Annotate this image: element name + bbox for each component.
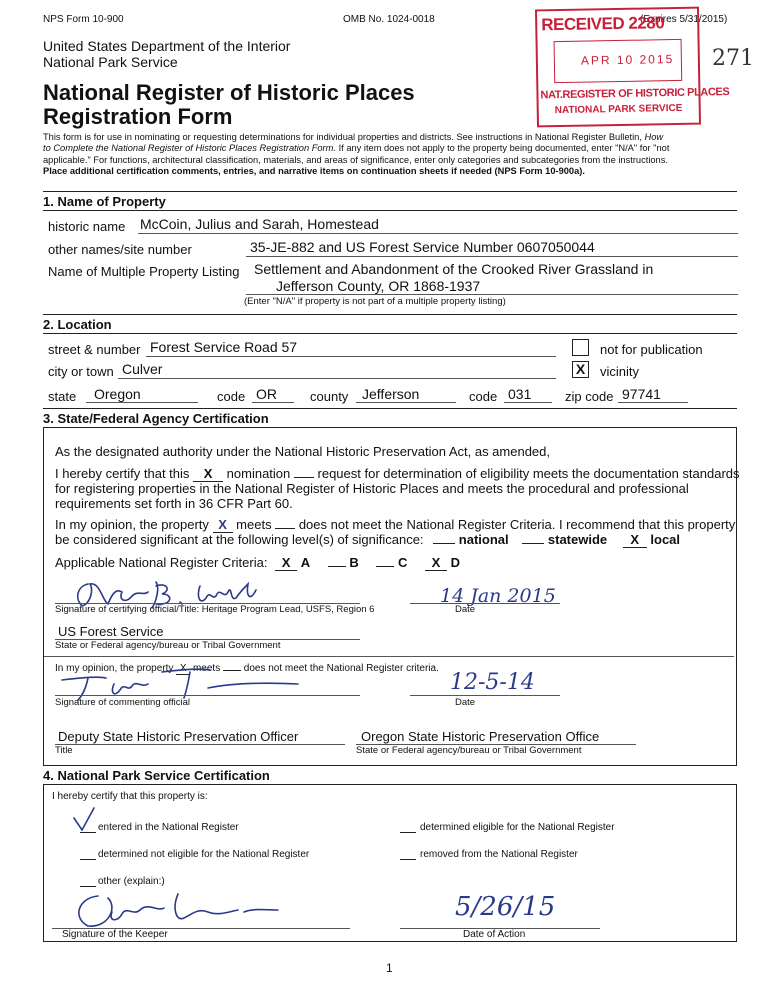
form-title: National Register of Historic Places xyxy=(43,80,415,105)
keeper-signature xyxy=(68,888,298,932)
certify-line4: requirements set forth in 36 CFR Part 60. xyxy=(55,496,293,511)
section3-top-rule xyxy=(43,408,737,409)
commenting-date-label: Date xyxy=(455,697,476,708)
criteria-a-label: A xyxy=(300,555,311,570)
determined-eligible-mark[interactable] xyxy=(400,832,416,833)
local-mark[interactable]: X xyxy=(623,532,647,548)
intro-line4: Place additional certification comments, entries, and narrative items on continuation sheets if needed (NPS Form 10-900a). xyxy=(43,165,585,176)
criteria-a-mark[interactable]: X xyxy=(275,555,297,571)
criteria-b-label: B xyxy=(349,555,359,570)
nomination-label: nomination xyxy=(226,466,291,481)
state-code-value[interactable]: OR xyxy=(256,386,277,402)
national-mark[interactable] xyxy=(433,543,455,544)
criteria-d-mark[interactable]: X xyxy=(425,555,447,571)
form-subtitle: Registration Form xyxy=(43,104,233,129)
certify-text xyxy=(55,466,740,482)
certify-line3: for registering properties in the National Register of Historic Places and meets the procedural and professional xyxy=(55,481,689,496)
commenting-date-line xyxy=(410,695,560,696)
stamp-date: APR 10 2015 xyxy=(580,52,675,68)
keeper-caption: Signature of the Keeper xyxy=(62,929,168,940)
section1-rule xyxy=(43,210,737,211)
intro-text xyxy=(43,132,738,177)
state-line xyxy=(86,402,198,403)
section1-top-rule xyxy=(43,191,737,192)
county-code-value[interactable]: 031 xyxy=(508,386,532,402)
commenting-suffix: does not meet the National Register criteria. xyxy=(243,663,439,674)
city-label: city or town xyxy=(48,364,114,379)
mpl-line xyxy=(246,294,738,295)
significance-prefix: be considered significant at the following level(s) of significance: xyxy=(55,532,424,547)
action-date: 5/26/15 xyxy=(455,892,556,922)
request-mark[interactable] xyxy=(294,477,314,478)
historic-name-value[interactable]: McCoin, Julius and Sarah, Homestead xyxy=(140,216,379,232)
state-label: state xyxy=(48,389,77,404)
entered-label: entered in the National Register xyxy=(98,822,239,833)
criteria-label: Applicable National Register Criteria: xyxy=(55,555,268,570)
agency-caption: State or Federal agency/bureau or Tribal Government xyxy=(55,640,281,651)
other-names-line xyxy=(246,256,738,257)
section2-heading: 2. Location xyxy=(43,317,112,332)
stamp-line2: NATIONAL PARK SERVICE xyxy=(554,102,683,117)
stamp-date-box xyxy=(554,39,683,83)
historic-name-line xyxy=(138,233,738,234)
national-label: national xyxy=(458,532,509,547)
action-date-caption: Date of Action xyxy=(463,929,526,940)
other-names-label: other names/site number xyxy=(48,242,192,257)
state-code-label: code xyxy=(217,389,246,404)
determined-not-mark[interactable] xyxy=(80,859,96,860)
entered-mark[interactable] xyxy=(80,832,96,833)
zip-value[interactable]: 97741 xyxy=(622,386,661,402)
department: United States Department of the Interior xyxy=(43,38,291,54)
nps-intro: I hereby certify that this property is: xyxy=(52,791,208,802)
certifying-date: 14 Jan 2015 xyxy=(440,585,556,607)
entered-checkmark xyxy=(72,806,98,832)
other-mark[interactable] xyxy=(80,886,96,887)
expiration: (Expires 5/31/2015) xyxy=(640,14,728,25)
page-number: 1 xyxy=(386,961,393,975)
opinion-text xyxy=(55,517,735,533)
agency-name: National Park Service xyxy=(43,54,178,70)
county-code-label: code xyxy=(469,389,498,404)
commenting-caption: Signature of commenting official xyxy=(55,697,191,708)
does-not-meet-mark[interactable] xyxy=(275,528,295,529)
section2-top-rule xyxy=(43,314,737,315)
title-line xyxy=(55,744,345,745)
significance-text xyxy=(55,532,680,548)
statewide-mark[interactable] xyxy=(522,543,544,544)
shpo-office[interactable]: Oregon State Historic Preservation Office xyxy=(361,729,600,744)
commenting-meets-label: meets xyxy=(192,663,221,674)
mpl-note: (Enter "N/A" if property is not part of a multiple property listing) xyxy=(244,296,506,307)
intro-line1a: This form is for use in nominating or requesting determinations for individual properties and districts. See instructions in National Register Bulletin, xyxy=(43,132,645,142)
criteria-b-mark[interactable] xyxy=(328,566,346,567)
section3-heading: 3. State/Federal Agency Certification xyxy=(43,411,269,426)
other-names-value[interactable]: 35-JE-882 and US Forest Service Number 0607050044 xyxy=(250,239,595,255)
zip-line xyxy=(618,402,688,403)
handwritten-number: 271 xyxy=(712,46,754,71)
criteria-text xyxy=(55,555,460,571)
form-number: NPS Form 10-900 xyxy=(43,14,124,25)
not-for-publication-label: not for publication xyxy=(600,342,703,357)
removed-label: removed from the National Register xyxy=(420,849,578,860)
received-stamp xyxy=(535,7,730,128)
opinion-suffix: does not meet the National Register Criteria. I recommend that this property xyxy=(298,517,736,532)
intro-line3: applicable." For functions, architectural classification, materials, and areas of significance, enter only categories and subcategories from the instructions. xyxy=(43,154,668,165)
local-label: local xyxy=(650,532,681,547)
stamp-received: RECEIVED 2280 xyxy=(541,13,665,35)
county-code-line xyxy=(504,402,552,403)
certifying-agency[interactable]: US Forest Service xyxy=(58,624,164,639)
authority-text: As the designated authority under the National Historic Preservation Act, as amended, xyxy=(55,444,551,459)
commenting-sig-line xyxy=(55,695,360,696)
county-label: county xyxy=(310,389,349,404)
county-value[interactable]: Jefferson xyxy=(362,386,420,402)
intro-line2a: to Complete the National Register of Historic Places Registration Form. xyxy=(43,143,336,154)
stamp-line1: NAT.REGISTER OF HISTORIC PLACES xyxy=(540,86,730,102)
certifying-date-line xyxy=(410,603,560,604)
official-title[interactable]: Deputy State Historic Preservation Officer xyxy=(58,729,299,744)
certify-prefix: I hereby certify that this xyxy=(55,466,190,481)
section4-heading: 4. National Park Service Certification xyxy=(43,768,270,783)
other-label: other (explain:) xyxy=(98,876,165,887)
city-line xyxy=(118,378,556,379)
vicinity-label: vicinity xyxy=(600,364,640,379)
intro-line1b: How xyxy=(644,132,664,142)
criteria-c-mark[interactable] xyxy=(376,566,394,567)
city-value[interactable]: Culver xyxy=(122,361,163,377)
omb-number: OMB No. 1024-0018 xyxy=(343,14,435,25)
state-value[interactable]: Oregon xyxy=(94,386,141,402)
commenting-meets-mark[interactable]: X xyxy=(176,663,190,675)
determined-not-label: determined not eligible for the National Register xyxy=(98,849,310,860)
vicinity-checkbox[interactable]: X xyxy=(572,361,589,378)
certify-suffix: request for determination of eligibility meets the documentation standards xyxy=(317,466,740,481)
criteria-c-label: C xyxy=(397,555,408,570)
removed-mark[interactable] xyxy=(400,859,416,860)
certifying-caption: Signature of certifying official/Title: Heritage Program Lead, USFS, Region 6 xyxy=(55,604,375,615)
statewide-label: statewide xyxy=(547,532,608,547)
section1-heading: 1. Name of Property xyxy=(43,194,166,209)
county-line xyxy=(356,402,456,403)
not-for-publication-checkbox[interactable] xyxy=(572,339,589,356)
commenting-date: 12-5-14 xyxy=(450,670,535,695)
determined-eligible-label: determined eligible for the National Register xyxy=(420,822,615,833)
zip-label: zip code xyxy=(565,389,614,404)
intro-line2b: If any item does not apply to the property being documented, enter "N/A" for "not xyxy=(335,143,670,154)
meets-label: meets xyxy=(236,517,272,532)
certifying-date-label: Date xyxy=(455,604,476,615)
mpl-label: Name of Multiple Property Listing xyxy=(48,264,240,279)
title-caption: Title xyxy=(55,745,73,756)
street-value[interactable]: Forest Service Road 57 xyxy=(150,339,298,355)
office-caption: State or Federal agency/bureau or Tribal Government xyxy=(356,745,582,756)
state-code-line xyxy=(252,402,294,403)
opinion-prefix: In my opinion, the property xyxy=(55,517,209,532)
street-label: street & number xyxy=(48,342,141,357)
commenting-prefix: In my opinion, the property xyxy=(55,663,174,674)
historic-name-label: historic name xyxy=(48,219,126,234)
meets-mark[interactable]: X xyxy=(213,517,233,533)
mpl-value-line2[interactable]: Jefferson County, OR 1868-1937 xyxy=(276,278,481,294)
commenting-rule xyxy=(44,656,734,657)
mpl-value-line1[interactable]: Settlement and Abandonment of the Crooked River Grassland in xyxy=(254,261,654,277)
section2-rule xyxy=(43,333,737,334)
street-line xyxy=(146,356,556,357)
criteria-d-label: D xyxy=(450,555,460,570)
nomination-mark[interactable]: X xyxy=(193,466,223,482)
